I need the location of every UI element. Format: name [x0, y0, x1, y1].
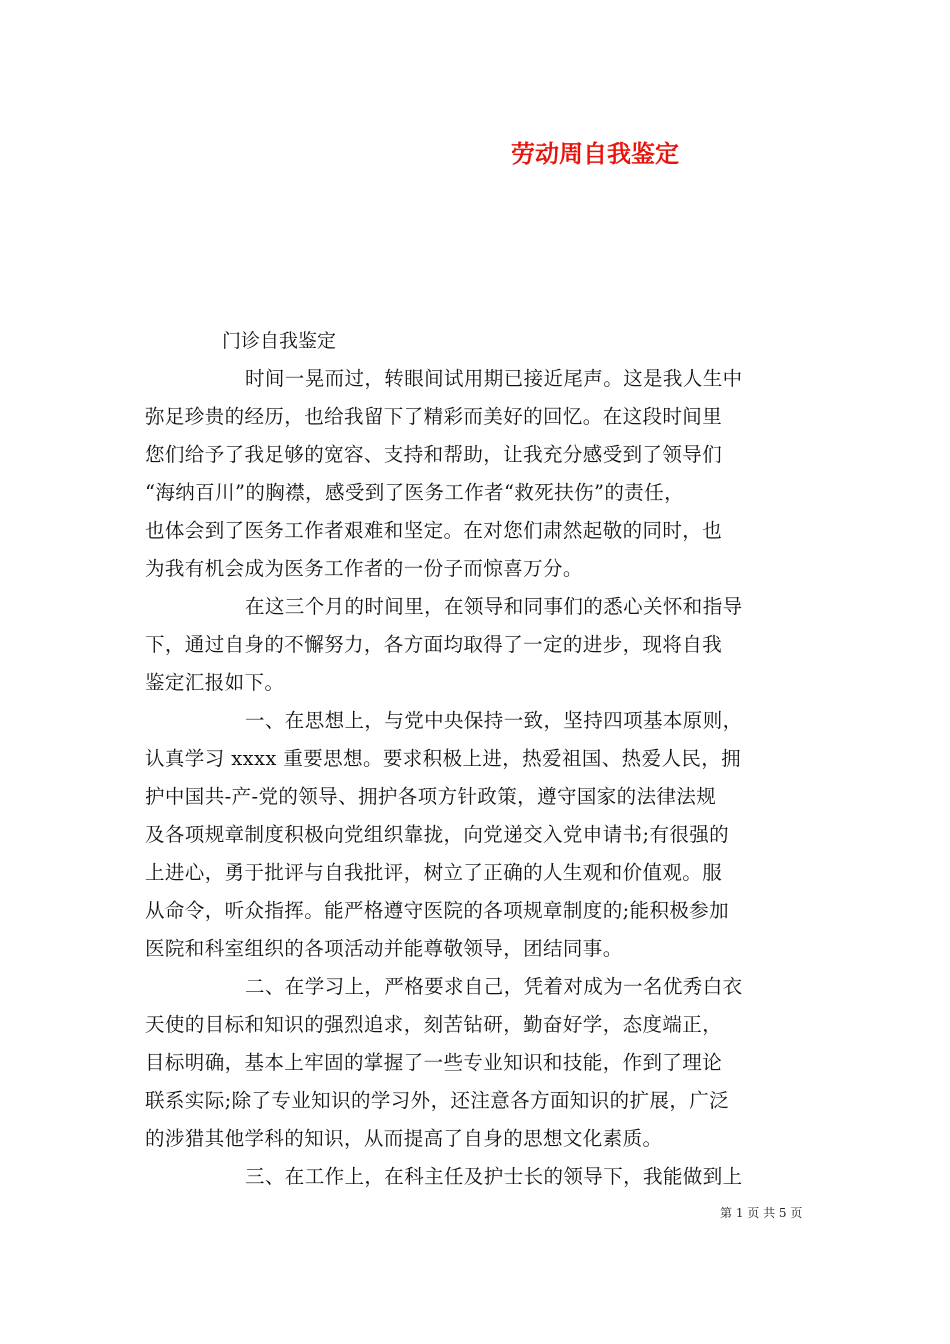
body-line: 一、在思想上，与党中央保持一致，坚持四项基本原则， [245, 709, 743, 732]
body-line: 从命令，听众指挥。能严格遵守医院的各项规章制度的;能积极参加 [145, 899, 730, 922]
body-line: 二、在学习上，严格要求自己，凭着对成为一名优秀白衣 [245, 975, 743, 998]
body-line: 在这三个月的时间里，在领导和同事们的悉心关怀和指导 [245, 595, 743, 618]
document-title: 劳动周自我鉴定 [511, 139, 679, 168]
body-line: 弥足珍贵的经历，也给我留下了精彩而美好的回忆。在这段时间里 [145, 405, 723, 428]
body-line: 认真学习 xxxx 重要思想。要求积极上进，热爱祖国、热爱人民，拥 [145, 747, 742, 770]
body-line: 也体会到了医务工作者艰难和坚定。在对您们肃然起敬的同时，也 [145, 519, 723, 542]
body-line: 及各项规章制度积极向党组织靠拢，向党递交入党申请书;有很强的 [145, 823, 730, 846]
body-line: 时间一晃而过，转眼间试用期已接近尾声。这是我人生中 [245, 367, 743, 390]
body-line: 下，通过自身的不懈努力，各方面均取得了一定的进步，现将自我 [145, 633, 723, 656]
body-line: 为我有机会成为医务工作者的一份子而惊喜万分。 [145, 557, 583, 580]
body-line: 的涉猎其他学科的知识，从而提高了自身的思想文化素质。 [145, 1127, 663, 1150]
body-line: “海纳百川”的胸襟，感受到了医务工作者“救死扶伤”的责任， [145, 481, 684, 504]
body-line: 您们给予了我足够的宽容、支持和帮助，让我充分感受到了领导们 [145, 443, 723, 466]
body-line: 医院和科室组织的各项活动并能尊敬领导，团结同事。 [145, 937, 623, 960]
body-line: 目标明确，基本上牢固的掌握了一些专业知识和技能，作到了理论 [145, 1051, 723, 1074]
body-line: 鉴定汇报如下。 [145, 671, 285, 694]
body-line: 上进心，勇于批评与自我批评，树立了正确的人生观和价值观。服 [145, 861, 723, 884]
body-line: 三、在工作上，在科主任及护士长的领导下，我能做到上 [245, 1165, 743, 1188]
body-line: 护中国共-产-党的领导、拥护各项方针政策，遵守国家的法律法规 [145, 785, 717, 808]
body-line: 联系实际;除了专业知识的学习外，还注意各方面知识的扩展，广泛 [145, 1089, 730, 1112]
body-line: 天使的目标和知识的强烈追求，刻苦钻研，勤奋好学，态度端正， [145, 1013, 723, 1036]
section-subheading: 门诊自我鉴定 [222, 330, 337, 352]
page-number-footer: 第 1 页 共 5 页 [720, 1206, 803, 1220]
